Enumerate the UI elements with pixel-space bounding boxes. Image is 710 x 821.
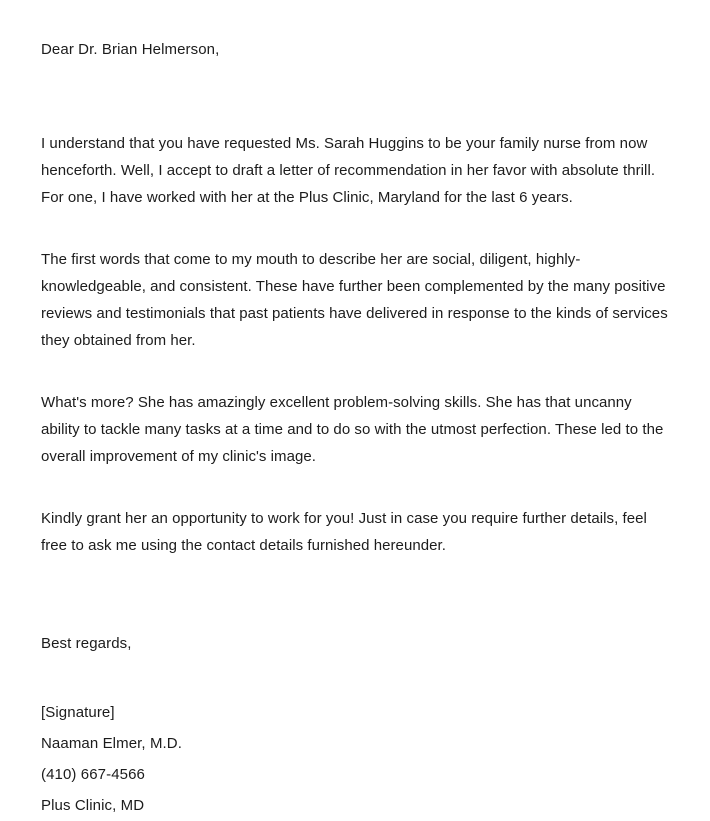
body-paragraph-3: What's more? She has amazingly excellent problem-solving skills. She has that uncanny ability to tackle many tasks at a time and to do so with the utmost perfection. These led to the overall improvement of my clinic's image. [41, 394, 664, 465]
signer-phone: (410) 667-4566 [41, 766, 145, 783]
signer-organization: Plus Clinic, MD [41, 797, 145, 814]
signature-block [41, 697, 668, 821]
body-paragraph-4: Kindly grant her an opportunity to work for you! Just in case you require further details, feel free to ask me using the contact details furnished hereunder. [41, 510, 647, 554]
closing-salutation: Best regards, [41, 635, 132, 652]
body-paragraph-1: I understand that you have requested Ms. Sarah Huggins to be your family nurse from now henceforth. Well, I accept to draft a letter of recommendation in her favor with absolute thrill. For one, I have worked with her at the Plus Clinic, Maryland for the last 6 years. [41, 135, 656, 206]
signature-placeholder: [Signature] [41, 704, 115, 721]
salutation: Dear Dr. Brian Helmerson, [41, 41, 220, 58]
body-paragraph-2: The first words that come to my mouth to describe her are social, diligent, highly-knowledgeable, and consistent. These have further been complemented by the many positive reviews and testimonials that past patients have delivered in response to the kinds of services they obtained from her. [41, 251, 668, 349]
signer-name: Naaman Elmer, M.D. [41, 735, 183, 752]
letter-body [41, 130, 668, 559]
